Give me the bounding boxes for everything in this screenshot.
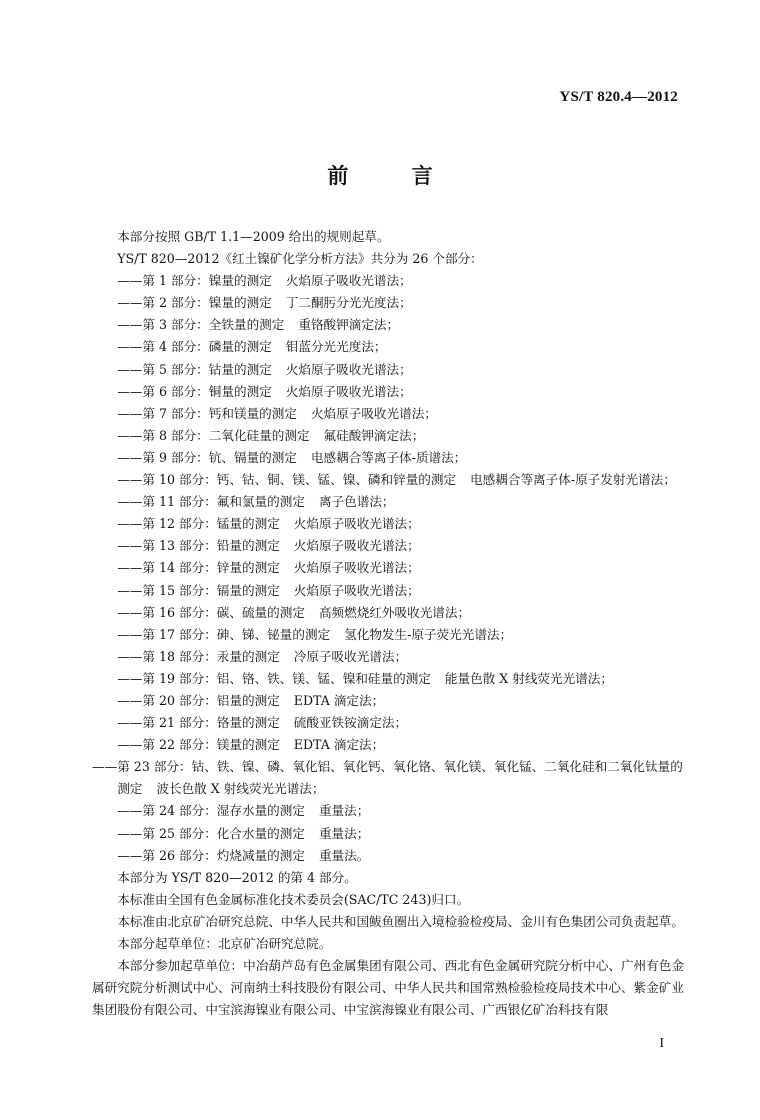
part-item	[92, 646, 692, 668]
part-prefix: ——第 1 部分：	[117, 273, 209, 289]
part-prefix: ——第 26 部分：	[117, 847, 217, 863]
part-name: 灼烧减量的测定	[216, 847, 305, 863]
part-prefix: ——第 12 部分：	[117, 516, 217, 532]
part-name: 镉量的测定	[216, 582, 280, 598]
part-name: 磷量的测定	[208, 339, 272, 355]
part-item	[92, 580, 692, 602]
part-prefix: ——第 17 部分：	[117, 626, 217, 642]
part-item	[92, 668, 692, 690]
part-name: 铝、铬、铁、镁、锰、镍和硅量的测定	[216, 670, 431, 686]
part-prefix: ——第 8 部分：	[117, 427, 209, 443]
part-method: 电感耦合等离子体-质谱法；	[310, 449, 467, 465]
closing-paragraph: 本部分起草单位：北京矿冶研究总院。	[117, 936, 332, 951]
part-item	[92, 624, 692, 646]
part-name: 铅量的测定	[216, 538, 280, 554]
part-name: 砷、锑、铋量的测定	[216, 626, 331, 642]
part-prefix: ——第 14 部分：	[117, 560, 217, 576]
part-prefix: ——第 18 部分：	[117, 648, 217, 664]
part-item	[92, 557, 692, 579]
part-method: 能量色散 X 射线荧光光谱法；	[444, 670, 613, 686]
parts-list	[92, 270, 692, 867]
closing-paragraph: 本部分参加起草单位：中冶葫芦岛有色金属集团有限公司、西北有色金属研究院分析中心、广州有色金属研究院分析测试中心、河南纳士科技股份有限公司、中华人民共和国常熟检验检疫局技术中心、紫金矿业集团股份有限公司、中宝滨海镍业有限公司、中宝滨海镍业有限公司、广西银亿矿冶科技有限	[92, 958, 684, 1018]
part-item	[92, 845, 692, 867]
foreword-body	[92, 226, 692, 1021]
part-method: 丁二酮肟分光光度法；	[285, 295, 412, 311]
part-item	[92, 734, 692, 756]
part-name: 镁量的测定	[216, 737, 280, 753]
part-prefix: ——第 23 部分：	[92, 759, 192, 775]
part-item	[92, 425, 692, 447]
part-name: 钙和镁量的测定	[208, 405, 297, 421]
closing-paragraph: 本标准由全国有色金属标准化技术委员会(SAC/TC 243)归口。	[117, 891, 470, 907]
part-method: 火焰原子吸收光谱法；	[293, 560, 420, 576]
part-prefix: ——第 2 部分：	[117, 295, 209, 311]
intro-paragraph: 本部分按照 GB/T 1.1—2009 给出的规则起草。	[117, 229, 390, 244]
part-item	[67, 756, 692, 800]
part-method: 重量法；	[318, 825, 370, 841]
part-method: 火焰原子吸收光谱法；	[285, 273, 412, 289]
part-name: 钙、钴、铜、镁、锰、镍、磷和锌量的测定	[216, 472, 457, 488]
part-method: 离子色谱法；	[318, 494, 395, 510]
part-name: 全铁量的测定	[208, 317, 285, 333]
part-item	[92, 800, 692, 822]
part-item	[92, 381, 692, 403]
part-name: 锰量的测定	[216, 516, 280, 532]
part-prefix: ——第 25 部分：	[117, 825, 217, 841]
part-method: 钼蓝分光光度法；	[285, 339, 387, 355]
part-name: 湿存水量的测定	[216, 803, 305, 819]
part-item	[92, 535, 692, 557]
part-method: 火焰原子吸收光谱法；	[285, 383, 412, 399]
part-name: 锌量的测定	[216, 560, 280, 576]
part-item	[92, 447, 692, 469]
part-prefix: ——第 21 部分：	[117, 715, 217, 731]
part-name: 铬量的测定	[216, 715, 280, 731]
part-name: 镍量的测定	[208, 295, 272, 311]
part-method: 火焰原子吸收光谱法；	[293, 582, 420, 598]
part-method: 高频燃烧红外吸收光谱法；	[318, 604, 471, 620]
part-item	[92, 491, 692, 513]
part-method: 电感耦合等离子体-原子发射光谱法；	[470, 472, 676, 488]
part-item	[92, 712, 692, 734]
part-name: 钴、铁、镍、磷、氧化铝、氧化钙、氧化铬、氧化镁、氧化锰、二氧化硅和二氧化钛量的测定	[117, 759, 683, 797]
part-item	[92, 292, 692, 314]
closing-paragraph: 本标准由北京矿冶研究总院、中华人民共和国鲅鱼圈出入境检验检疫局、金川有色集团公司负责起草。	[117, 913, 684, 929]
part-name: 铝量的测定	[216, 692, 280, 708]
part-name: 氟和氯量的测定	[216, 494, 305, 510]
part-prefix: ——第 9 部分：	[117, 449, 209, 465]
part-prefix: ——第 24 部分：	[117, 803, 217, 819]
part-item	[92, 314, 692, 336]
part-method: 硫酸亚铁铵滴定法；	[293, 715, 408, 731]
part-name: 化合水量的测定	[216, 825, 305, 841]
part-item	[92, 513, 692, 535]
closing-paragraph: 本部分为 YS/T 820—2012 的第 4 部分。	[117, 869, 357, 885]
intro-paragraph: YS/T 820—2012《红土镍矿化学分析方法》共分为 26 个部分：	[117, 251, 483, 267]
part-method: 重量法；	[318, 803, 370, 819]
part-name: 钪、镉量的测定	[208, 449, 297, 465]
part-method: EDTA 滴定法；	[293, 692, 385, 708]
part-prefix: ——第 5 部分：	[117, 361, 209, 377]
part-prefix: ——第 15 部分：	[117, 582, 217, 598]
page-number: I	[659, 1036, 664, 1051]
part-item	[92, 336, 692, 358]
part-prefix: ——第 3 部分：	[117, 317, 209, 333]
part-prefix: ——第 6 部分：	[117, 383, 209, 399]
part-prefix: ——第 13 部分：	[117, 538, 217, 554]
part-item	[92, 690, 692, 712]
part-method: 氟硅酸钾滴定法；	[323, 427, 425, 443]
part-item	[92, 469, 692, 491]
standard-code: YS/T 820.4—2012	[559, 89, 678, 105]
part-prefix: ——第 7 部分：	[117, 405, 209, 421]
part-prefix: ——第 16 部分：	[117, 604, 217, 620]
part-item	[92, 823, 692, 845]
part-prefix: ——第 20 部分：	[117, 692, 217, 708]
part-item	[92, 602, 692, 624]
part-method: 重铬酸钾滴定法；	[298, 317, 400, 333]
part-prefix: ——第 4 部分：	[117, 339, 209, 355]
page-title: 前 言	[327, 164, 461, 188]
part-name: 钴量的测定	[208, 361, 272, 377]
part-method: 氢化物发生-原子荧光光谱法；	[344, 626, 513, 642]
part-prefix: ——第 19 部分：	[117, 670, 217, 686]
part-method: 重量法。	[318, 847, 370, 863]
part-prefix: ——第 22 部分：	[117, 737, 217, 753]
part-prefix: ——第 10 部分：	[117, 472, 217, 488]
part-method: 火焰原子吸收光谱法；	[310, 405, 437, 421]
part-method: 冷原子吸收光谱法；	[293, 648, 408, 664]
part-method: EDTA 滴定法；	[293, 737, 385, 753]
part-method: 火焰原子吸收光谱法；	[293, 516, 420, 532]
part-name: 碳、硫量的测定	[216, 604, 305, 620]
part-name: 镍量的测定	[208, 273, 272, 289]
part-item	[92, 403, 692, 425]
part-item	[92, 359, 692, 381]
part-method: 火焰原子吸收光谱法；	[285, 361, 412, 377]
part-name: 铜量的测定	[208, 383, 272, 399]
part-item	[92, 270, 692, 292]
part-prefix: ——第 11 部分：	[117, 494, 217, 510]
part-method: 波长色散 X 射线荧光光谱法；	[156, 781, 325, 797]
part-method: 火焰原子吸收光谱法；	[293, 538, 420, 554]
part-name: 二氧化硅量的测定	[208, 427, 310, 443]
part-name: 汞量的测定	[216, 648, 280, 664]
